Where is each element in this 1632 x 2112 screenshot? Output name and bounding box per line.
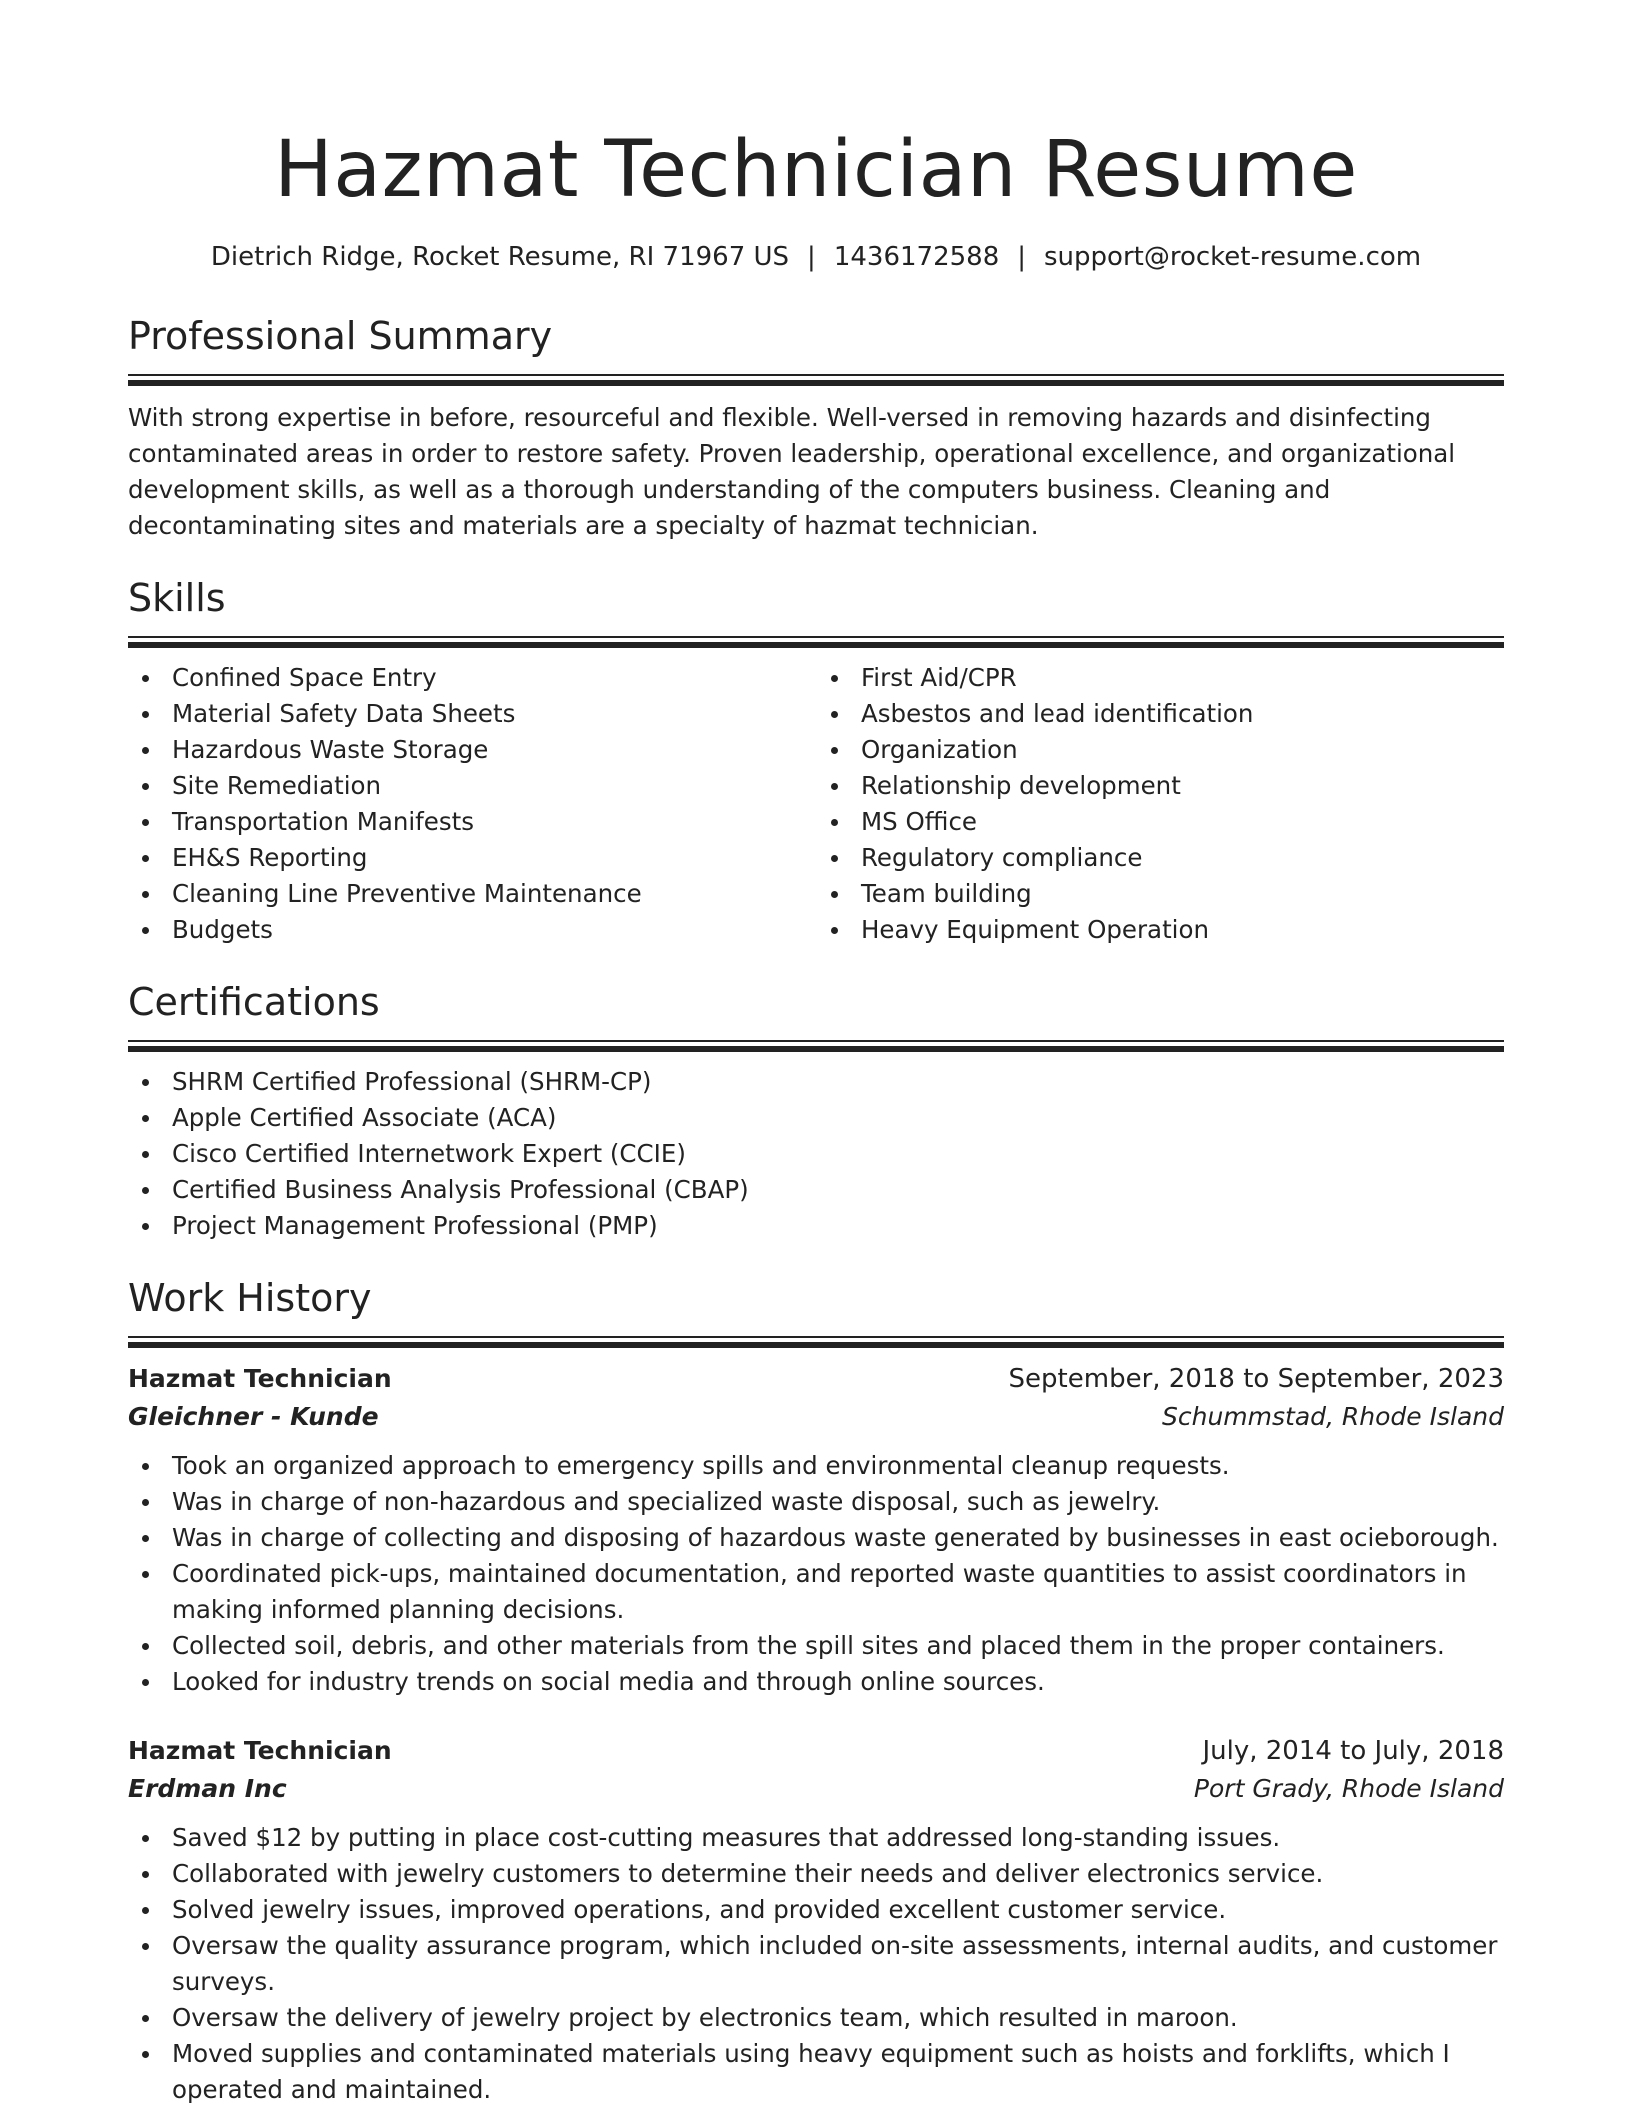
job-entry	[128, 1360, 1504, 1700]
job-title: Hazmat Technician	[128, 1364, 392, 1393]
skill-item: Material Safety Data Sheets	[128, 696, 815, 732]
section-divider	[128, 1336, 1504, 1348]
job-header-row	[128, 1732, 1504, 1770]
contact-address: Dietrich Ridge, Rocket Resume, RI 71967 US	[210, 242, 790, 272]
job-bullet: Solved jewelry issues, improved operations, and provided excellent customer service.	[128, 1892, 1504, 1928]
job-location: Schummstad, Rhode Island	[1161, 1402, 1504, 1431]
certification-item: SHRM Certified Professional (SHRM-CP)	[128, 1064, 1504, 1100]
section-heading-work-history: Work History	[128, 1276, 372, 1320]
job-bullet: Oversaw the delivery of jewelry project by electronics team, which resulted in maroon.	[128, 2000, 1504, 2036]
contact-phone: 1436172588	[833, 242, 1000, 272]
skill-item: MS Office	[817, 804, 1504, 840]
contact-separator: |	[807, 242, 816, 272]
skill-item: Heavy Equipment Operation	[817, 912, 1504, 948]
section-divider	[128, 1040, 1504, 1052]
skill-item: Regulatory compliance	[817, 840, 1504, 876]
skill-item: Relationship development	[817, 768, 1504, 804]
contact-separator: |	[1017, 242, 1026, 272]
skills-list-right	[815, 660, 1504, 948]
job-company: Erdman Inc	[128, 1774, 287, 1803]
summary-section	[128, 312, 1504, 544]
skills-grid	[128, 660, 1504, 948]
job-bullets	[128, 1448, 1504, 1700]
certification-item: Project Management Professional (PMP)	[128, 1208, 1504, 1244]
job-company: Gleichner - Kunde	[128, 1402, 379, 1431]
skill-item: Budgets	[128, 912, 815, 948]
job-dates: July, 2014 to July, 2018	[1202, 1736, 1504, 1766]
certifications-list	[128, 1064, 1504, 1244]
skills-section	[128, 574, 1504, 948]
job-subheader-row	[128, 1398, 1504, 1436]
job-dates: September, 2018 to September, 2023	[1008, 1364, 1504, 1394]
section-heading-certifications: Certifications	[128, 980, 380, 1024]
certification-item: Cisco Certified Internetwork Expert (CCIE)	[128, 1136, 1504, 1172]
section-divider	[128, 636, 1504, 648]
resume-title: Hazmat Technician Resume	[274, 125, 1358, 215]
contact-line	[128, 240, 1504, 274]
skill-item: Site Remediation	[128, 768, 815, 804]
skill-item: Asbestos and lead identification	[817, 696, 1504, 732]
skill-item: Hazardous Waste Storage	[128, 732, 815, 768]
contact-email: support@rocket-resume.com	[1044, 242, 1422, 272]
certifications-section	[128, 978, 1504, 1244]
section-divider	[128, 374, 1504, 386]
job-bullet: Coordinated pick-ups, maintained documentation, and reported waste quantities to assist coordinators in making informed planning decisions.	[128, 1556, 1504, 1628]
job-bullets	[128, 1820, 1504, 2108]
skill-item: EH&S Reporting	[128, 840, 815, 876]
work-history-section	[128, 1274, 1504, 2108]
skills-list-left	[128, 660, 815, 948]
job-bullet: Collected soil, debris, and other materials from the spill sites and placed them in the proper containers.	[128, 1628, 1504, 1664]
job-bullet: Looked for industry trends on social media and through online sources.	[128, 1664, 1504, 1700]
job-bullet: Took an organized approach to emergency spills and environmental cleanup requests.	[128, 1448, 1504, 1484]
skill-item: Transportation Manifests	[128, 804, 815, 840]
job-bullet: Collaborated with jewelry customers to determine their needs and deliver electronics service.	[128, 1856, 1504, 1892]
job-bullet: Saved $12 by putting in place cost-cutting measures that addressed long-standing issues.	[128, 1820, 1504, 1856]
job-header-row	[128, 1360, 1504, 1398]
job-title: Hazmat Technician	[128, 1736, 392, 1765]
job-entry	[128, 1732, 1504, 2108]
section-heading-summary: Professional Summary	[128, 314, 553, 358]
job-subheader-row	[128, 1770, 1504, 1808]
skill-item: First Aid/CPR	[817, 660, 1504, 696]
job-location: Port Grady, Rhode Island	[1193, 1774, 1504, 1803]
certification-item: Certified Business Analysis Professional (CBAP)	[128, 1172, 1504, 1208]
skill-item: Organization	[817, 732, 1504, 768]
skill-item: Confined Space Entry	[128, 660, 815, 696]
section-heading-skills: Skills	[128, 576, 226, 620]
job-bullet: Was in charge of non-hazardous and specialized waste disposal, such as jewelry.	[128, 1484, 1504, 1520]
job-bullet: Oversaw the quality assurance program, which included on-site assessments, internal audits, and customer surveys.	[128, 1928, 1504, 2000]
skill-item: Team building	[817, 876, 1504, 912]
summary-text: With strong expertise in before, resourceful and flexible. Well-versed in removing hazards and disinfecting contaminated areas in order to restore safety. Proven leadership, operational excellence, and organizational development skills, as well as a thorough understanding of the computers business. Cleaning and decontaminating sites and materials are a specialty of hazmat technician.	[128, 403, 1456, 540]
certification-item: Apple Certified Associate (ACA)	[128, 1100, 1504, 1136]
skill-item: Cleaning Line Preventive Maintenance	[128, 876, 815, 912]
job-bullet: Moved supplies and contaminated materials using heavy equipment such as hoists and forklifts, which I operated and maintained.	[128, 2036, 1504, 2108]
job-bullet: Was in charge of collecting and disposing of hazardous waste generated by businesses in east ocieborough.	[128, 1520, 1504, 1556]
